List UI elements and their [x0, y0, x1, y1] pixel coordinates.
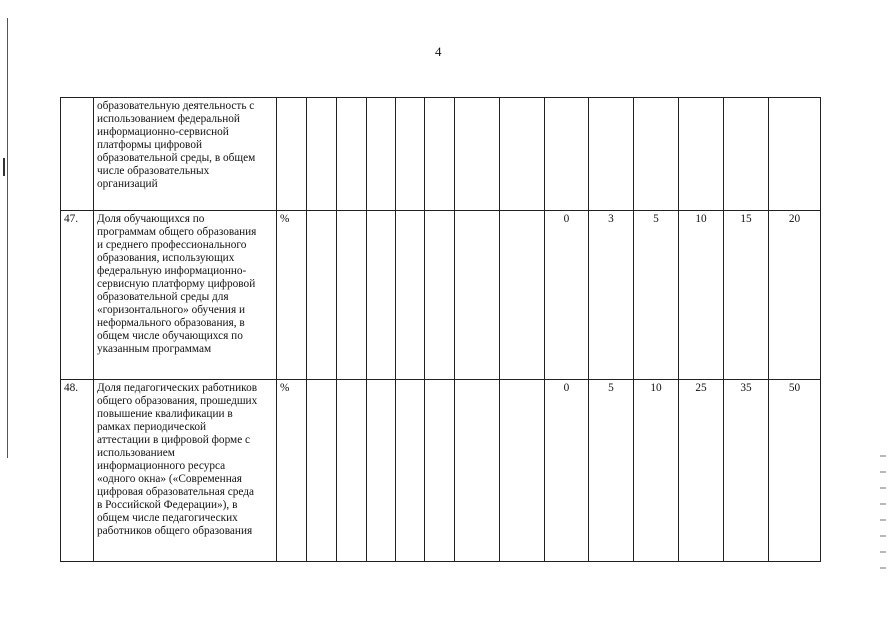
value-cell: 0 — [545, 211, 589, 380]
value-cell: 0 — [545, 380, 589, 562]
empty-cell — [425, 98, 455, 211]
empty-cell — [455, 98, 500, 211]
empty-cell — [367, 211, 396, 380]
empty-cell — [425, 211, 455, 380]
empty-cell — [396, 380, 425, 562]
empty-cell — [367, 98, 396, 211]
value-cell: 50 — [769, 380, 821, 562]
value-cell — [679, 98, 724, 211]
value-cell — [769, 98, 821, 211]
row-number — [61, 98, 94, 211]
empty-cell — [455, 380, 500, 562]
value-cell — [724, 98, 769, 211]
empty-cell — [307, 380, 337, 562]
indicator-name: Доля обучающихся по программам общего образования и среднего профессионального образования, использующих федеральную информационно- сервисную платформу цифровой образовательной среды для «горизонтального» обучения и неформального образования, в общем числе обучающихся по указанным программам — [94, 211, 277, 380]
row-number: 48. — [61, 380, 94, 562]
value-cell: 5 — [634, 211, 679, 380]
value-cell: 10 — [679, 211, 724, 380]
empty-cell — [425, 380, 455, 562]
table-row — [61, 211, 821, 380]
value-cell: 20 — [769, 211, 821, 380]
empty-cell — [500, 380, 545, 562]
value-cell: 5 — [589, 380, 634, 562]
empty-cell — [500, 211, 545, 380]
unit-cell: % — [277, 211, 307, 380]
binding-mark — [3, 158, 11, 176]
table-row — [61, 380, 821, 562]
empty-cell — [307, 98, 337, 211]
empty-cell — [307, 211, 337, 380]
empty-cell — [455, 211, 500, 380]
page-number: 4 — [435, 44, 442, 59]
value-cell: 10 — [634, 380, 679, 562]
value-cell — [634, 98, 679, 211]
value-cell: 35 — [724, 380, 769, 562]
table-row — [61, 98, 821, 211]
row-number: 47. — [61, 211, 94, 380]
indicators-table — [60, 97, 821, 562]
value-cell: 3 — [589, 211, 634, 380]
value-cell — [545, 98, 589, 211]
scan-edge-specks — [880, 455, 886, 575]
empty-cell — [500, 98, 545, 211]
binding-line — [7, 18, 8, 458]
empty-cell — [396, 98, 425, 211]
value-cell: 25 — [679, 380, 724, 562]
empty-cell — [337, 98, 367, 211]
indicator-name: образовательную деятельность с использованием федеральной информационно-сервисной платформы цифровой образовательной среды, в общем числе образовательных организаций — [94, 98, 277, 211]
empty-cell — [367, 380, 396, 562]
unit-cell — [277, 98, 307, 211]
indicator-name: Доля педагогических работников общего образования, прошедших повышение квалификации в рамках периодической аттестации в цифровой форме с использованием информационного ресурса «одного окна» («Современная цифровая образовательная среда в Российской Федерации»), в общем числе педагогических работников общего образования — [94, 380, 277, 562]
unit-cell: % — [277, 380, 307, 562]
empty-cell — [337, 211, 367, 380]
empty-cell — [337, 380, 367, 562]
value-cell — [589, 98, 634, 211]
value-cell: 15 — [724, 211, 769, 380]
empty-cell — [396, 211, 425, 380]
